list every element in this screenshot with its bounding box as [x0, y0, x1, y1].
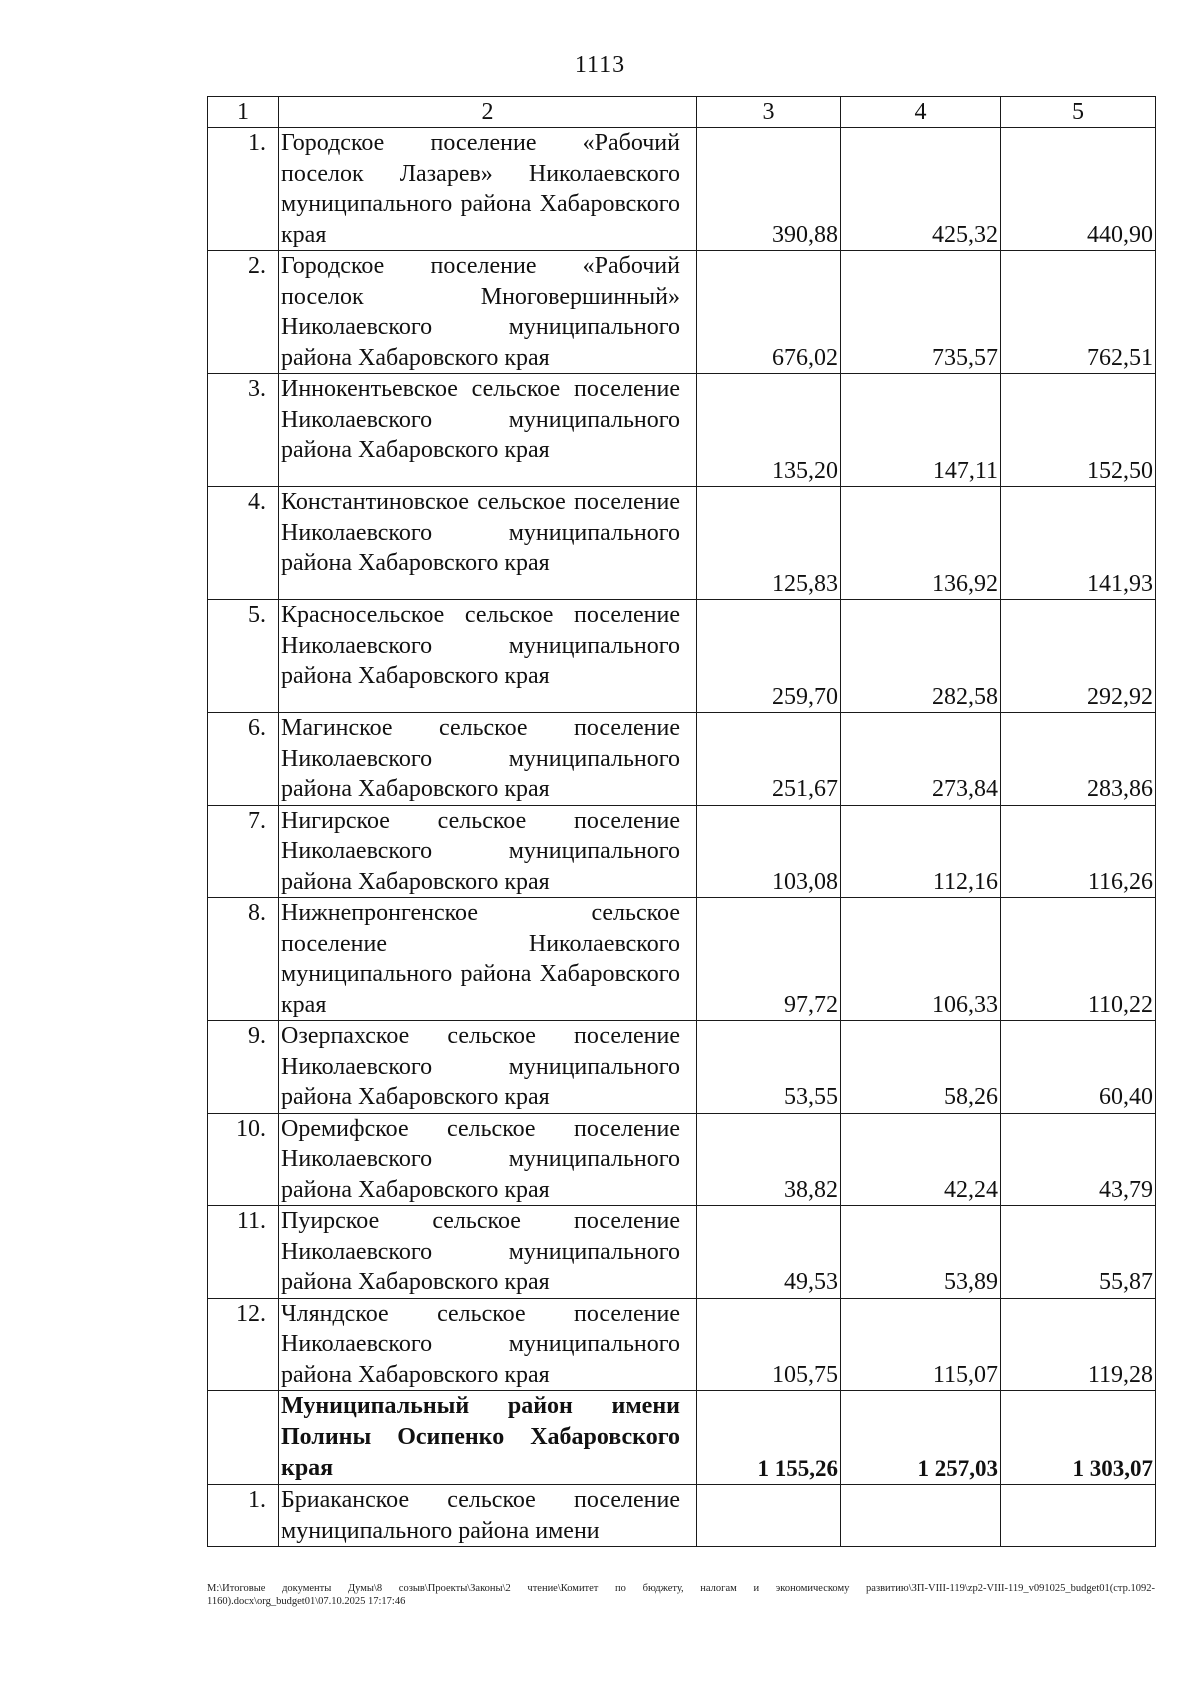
- table-row: [208, 251, 1156, 374]
- row-number: 1.: [208, 1485, 279, 1547]
- value-col-5: 152,50: [1001, 374, 1156, 487]
- value-col-4: 53,89: [841, 1206, 1001, 1299]
- municipality-name: Нигирское сельское поселение Николаевского муниципального района Хабаровского края: [279, 805, 697, 898]
- table-row: [208, 898, 1156, 1021]
- value-col-4: 115,07: [841, 1298, 1001, 1391]
- row-number: 9.: [208, 1021, 279, 1114]
- value-col-3: 53,55: [697, 1021, 841, 1114]
- row-number: 12.: [208, 1298, 279, 1391]
- value-col-4: 147,11: [841, 374, 1001, 487]
- value-col-3: 97,72: [697, 898, 841, 1021]
- value-col-5: 762,51: [1001, 251, 1156, 374]
- municipality-name: Константиновское сельское поселение Николаевского муниципального района Хабаровского края: [279, 487, 697, 600]
- column-header-5: 5: [1001, 97, 1156, 128]
- value-col-5: 116,26: [1001, 805, 1156, 898]
- value-col-3: 103,08: [697, 805, 841, 898]
- file-path-footer: М:\Итоговые документы Думы\8 созыв\Проекты\Законы\2 чтение\Комитет по бюджету, налогам и экономическому развитию\ЗП-VIII-119\zp2-VIII-119_v091025_budget01(стр.1092-1160).docx\org_budget01\07.10.2025 17:17:46: [207, 1583, 1155, 1607]
- table-row: [208, 128, 1156, 251]
- table-row: [208, 374, 1156, 487]
- table-row: [208, 600, 1156, 713]
- row-number: 8.: [208, 898, 279, 1021]
- page-number: 1113: [574, 52, 626, 78]
- value-col-3: 251,67: [697, 713, 841, 806]
- value-col-4: 58,26: [841, 1021, 1001, 1114]
- row-number: 1.: [208, 128, 279, 251]
- value-col-3: [697, 1485, 841, 1547]
- value-col-5: 55,87: [1001, 1206, 1156, 1299]
- value-col-3: 676,02: [697, 251, 841, 374]
- value-col-5: 440,90: [1001, 128, 1156, 251]
- budget-table-body: [208, 97, 1156, 1547]
- municipality-name: Муниципальный район имени Полины Осипенко Хабаровского края: [279, 1391, 697, 1485]
- municipality-name: Оремифское сельское поселение Николаевского муниципального района Хабаровского края: [279, 1113, 697, 1206]
- table-row-total: [208, 1391, 1156, 1485]
- value-col-4: 106,33: [841, 898, 1001, 1021]
- value-col-5: 110,22: [1001, 898, 1156, 1021]
- value-col-4: 112,16: [841, 805, 1001, 898]
- row-number: 2.: [208, 251, 279, 374]
- municipality-name: Городское поселение «Рабочий поселок Многовершинный» Николаевского муниципального района Хабаровского края: [279, 251, 697, 374]
- row-number: 11.: [208, 1206, 279, 1299]
- value-col-4: [841, 1485, 1001, 1547]
- municipality-name: Бриаканское сельское поселение муниципального района имени: [279, 1485, 697, 1547]
- value-col-5: 292,92: [1001, 600, 1156, 713]
- row-number: 7.: [208, 805, 279, 898]
- table-row: [208, 487, 1156, 600]
- column-header-3: 3: [697, 97, 841, 128]
- value-col-4: 273,84: [841, 713, 1001, 806]
- value-col-5: 60,40: [1001, 1021, 1156, 1114]
- table-row: [208, 805, 1156, 898]
- table-row: [208, 1485, 1156, 1547]
- municipality-name: Озерпахское сельское поселение Николаевского муниципального района Хабаровского края: [279, 1021, 697, 1114]
- value-col-3: 390,88: [697, 128, 841, 251]
- row-number: 5.: [208, 600, 279, 713]
- table-header-row: [208, 97, 1156, 128]
- value-col-4: 136,92: [841, 487, 1001, 600]
- value-col-4: 735,57: [841, 251, 1001, 374]
- table-row: [208, 1298, 1156, 1391]
- municipality-name: Пуирское сельское поселение Николаевского муниципального района Хабаровского края: [279, 1206, 697, 1299]
- table-row: [208, 1113, 1156, 1206]
- value-col-5: 119,28: [1001, 1298, 1156, 1391]
- value-col-3: 125,83: [697, 487, 841, 600]
- column-header-2: 2: [279, 97, 697, 128]
- municipality-name: Чляндское сельское поселение Николаевского муниципального района Хабаровского края: [279, 1298, 697, 1391]
- budget-table: [207, 96, 1156, 1547]
- value-col-3: 135,20: [697, 374, 841, 487]
- value-col-4: 42,24: [841, 1113, 1001, 1206]
- value-col-5: 1 303,07: [1001, 1391, 1156, 1485]
- table-row: [208, 1021, 1156, 1114]
- municipality-name: Нижнепронгенское сельское поселение Николаевского муниципального района Хабаровского края: [279, 898, 697, 1021]
- column-header-1: 1: [208, 97, 279, 128]
- table-row: [208, 1206, 1156, 1299]
- municipality-name: Иннокентьевское сельское поселение Николаевского муниципального района Хабаровского края: [279, 374, 697, 487]
- value-col-5: 141,93: [1001, 487, 1156, 600]
- value-col-3: 49,53: [697, 1206, 841, 1299]
- value-col-4: 1 257,03: [841, 1391, 1001, 1485]
- row-number: 10.: [208, 1113, 279, 1206]
- row-number: 4.: [208, 487, 279, 600]
- value-col-4: 425,32: [841, 128, 1001, 251]
- municipality-name: Городское поселение «Рабочий поселок Лазарев» Николаевского муниципального района Хабаровского края: [279, 128, 697, 251]
- value-col-3: 259,70: [697, 600, 841, 713]
- municipality-name: Красносельское сельское поселение Николаевского муниципального района Хабаровского края: [279, 600, 697, 713]
- value-col-3: 1 155,26: [697, 1391, 841, 1485]
- value-col-5: 43,79: [1001, 1113, 1156, 1206]
- value-col-5: [1001, 1485, 1156, 1547]
- row-number: 6.: [208, 713, 279, 806]
- value-col-3: 38,82: [697, 1113, 841, 1206]
- row-number: 3.: [208, 374, 279, 487]
- column-header-4: 4: [841, 97, 1001, 128]
- municipality-name: Магинское сельское поселение Николаевского муниципального района Хабаровского края: [279, 713, 697, 806]
- value-col-4: 282,58: [841, 600, 1001, 713]
- value-col-5: 283,86: [1001, 713, 1156, 806]
- row-number: [208, 1391, 279, 1485]
- value-col-3: 105,75: [697, 1298, 841, 1391]
- table-row: [208, 713, 1156, 806]
